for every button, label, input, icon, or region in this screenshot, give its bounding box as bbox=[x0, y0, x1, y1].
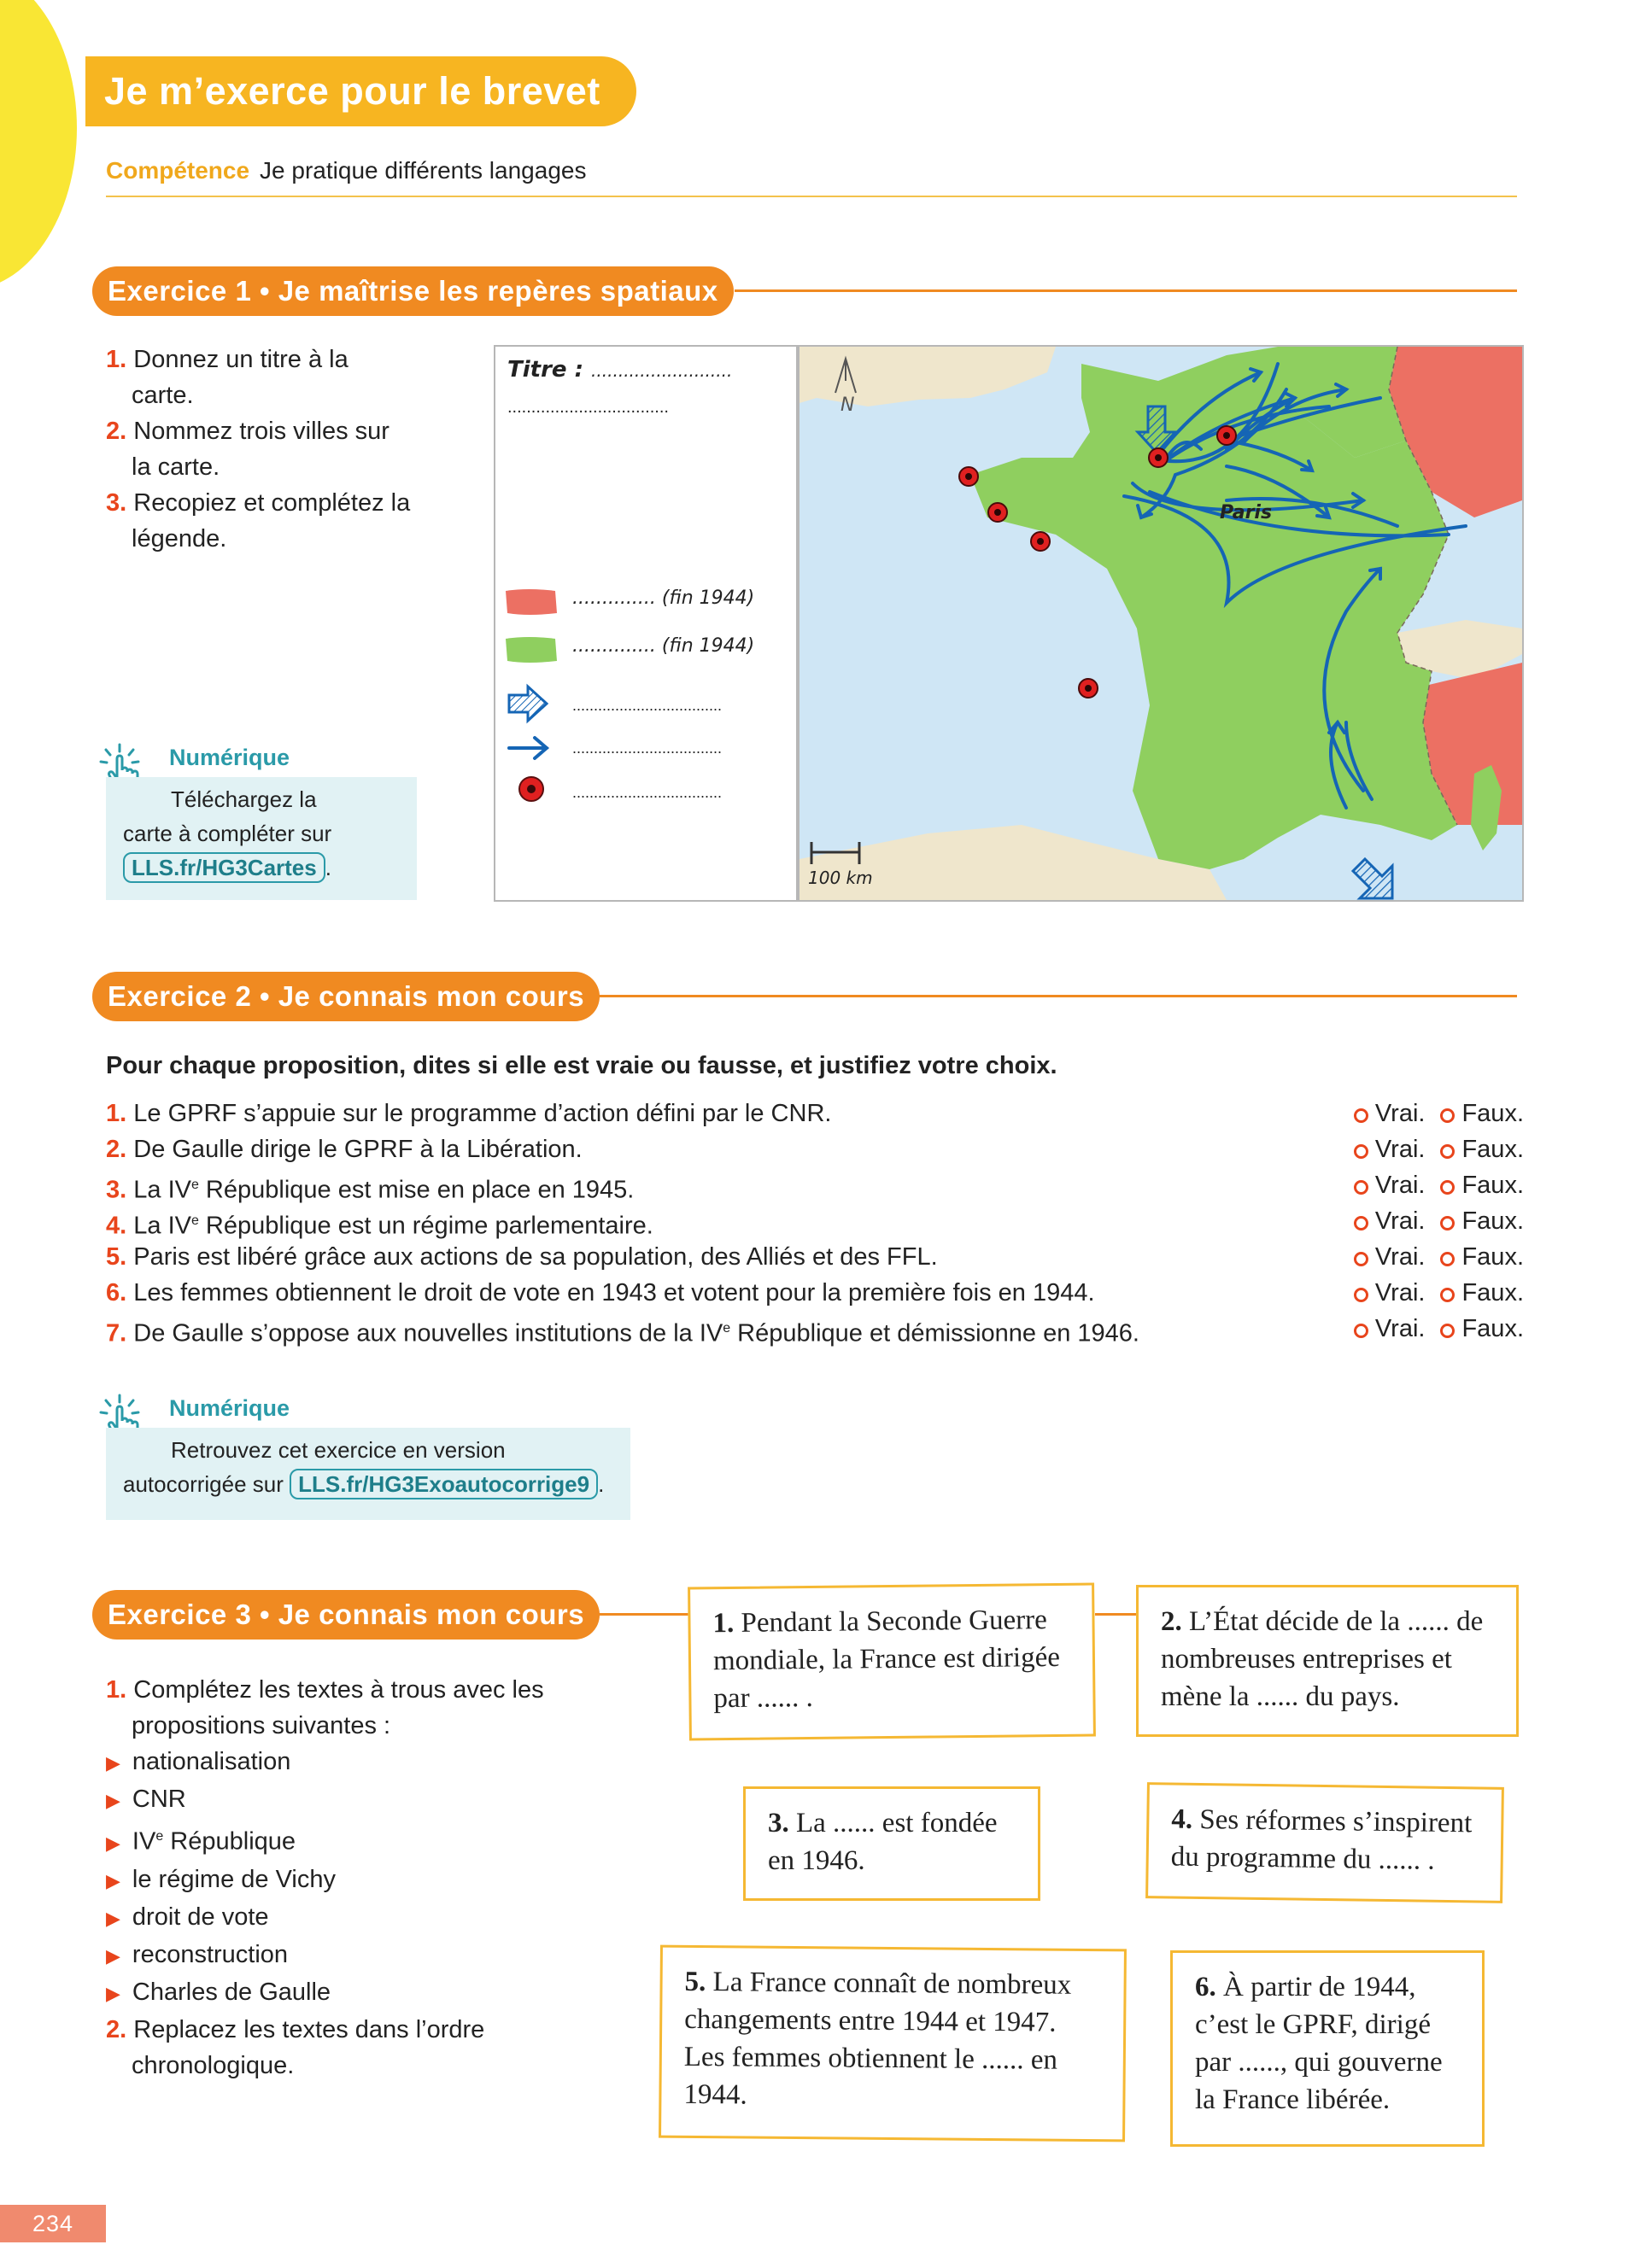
decorative-yellow-shape bbox=[0, 0, 77, 290]
competence-label: Compétence bbox=[106, 157, 250, 184]
legend-title-label: Titre : bbox=[507, 357, 583, 383]
faux-option[interactable]: Faux. bbox=[1440, 1243, 1524, 1271]
exercise1-rule bbox=[735, 289, 1517, 292]
ex3-question-1-cont: propositions suivantes : bbox=[132, 1712, 391, 1739]
exercise3-rule bbox=[589, 1613, 688, 1616]
question-1-cont: carte. bbox=[132, 382, 194, 409]
text-card-1: 1. Pendant la Seconde Guerre mondiale, la France est dirigée par ...... . bbox=[688, 1583, 1096, 1741]
numerique-line3: LLS.fr/HG3Cartes . bbox=[123, 850, 401, 885]
legend-title-row: Titre : .......................... bbox=[507, 357, 733, 383]
text-card-2: 2. L’État décide de la ...... de nombreuses entreprises et mène la ...... du pays. bbox=[1136, 1585, 1519, 1737]
vrai-option[interactable]: Vrai. bbox=[1354, 1207, 1426, 1235]
ex3-question-1: 1. Complétez les textes à trous avec les bbox=[106, 1676, 544, 1704]
exercise2-title: Exercice 2 • Je connais mon cours bbox=[108, 980, 585, 1012]
numerique-line1: Téléchargez la bbox=[171, 786, 317, 812]
text-card-3: 3. La ...... est fondée en 1946. bbox=[743, 1786, 1040, 1901]
option-item: ▶ Charles de Gaulle bbox=[106, 1978, 331, 2006]
faux-option[interactable]: Faux. bbox=[1440, 1172, 1524, 1199]
vrai-option[interactable]: Vrai. bbox=[1354, 1279, 1426, 1306]
numerique-title: Numérique bbox=[169, 745, 290, 770]
legend-item-hatched: ................................... bbox=[572, 697, 723, 714]
text-card-6: 6. À partir de 1944, c’est le GPRF, dirigé par ......, qui gouverne la France libérée. bbox=[1170, 1950, 1485, 2147]
question-3-cont: légende. bbox=[132, 525, 227, 552]
exercise3-instructions bbox=[106, 1672, 544, 2084]
numerique-box bbox=[106, 1428, 630, 1520]
map-of-france bbox=[798, 345, 1524, 902]
option-item: ▶ CNR bbox=[106, 1786, 186, 1813]
divider bbox=[106, 196, 1517, 197]
exercise3-title: Exercice 3 • Je connais mon cours bbox=[108, 1599, 585, 1630]
statement-row: 1. Le GPRF s’appuie sur le programme d’action défini par le CNR. Vrai. Faux. bbox=[106, 1100, 1524, 1127]
statement-row: 7. De Gaulle s’oppose aux nouvelles institutions de la IVe République et démissionne en 1946. Vrai. Faux. bbox=[106, 1315, 1524, 1347]
faux-option[interactable]: Faux. bbox=[1440, 1315, 1524, 1342]
competence-line bbox=[106, 157, 586, 184]
text-card-4: 4. Ses réformes s’inspirent du programme du ...... . bbox=[1145, 1782, 1504, 1903]
exercise2-statements bbox=[106, 1096, 1524, 1347]
statement-row: 4. La IVe République est un régime parlementaire. Vrai. Faux. bbox=[106, 1207, 1524, 1240]
faux-option[interactable]: Faux. bbox=[1440, 1136, 1524, 1163]
map-north-label: N bbox=[840, 395, 855, 416]
legend-arrow-icon bbox=[506, 731, 554, 765]
exo-autocorrige-link[interactable]: LLS.fr/HG3Exoautocorrige9 bbox=[290, 1469, 598, 1499]
legend-item-green: .............. (fin 1944) bbox=[572, 635, 755, 657]
legend-title-dots: .................................. bbox=[507, 398, 669, 417]
vrai-option[interactable]: Vrai. bbox=[1354, 1100, 1426, 1127]
option-item: ▶ nationalisation bbox=[106, 1748, 291, 1775]
numerique-title: Numérique bbox=[169, 1395, 290, 1421]
legend-hatched-arrow-icon bbox=[506, 683, 554, 724]
faux-option[interactable]: Faux. bbox=[1440, 1279, 1524, 1306]
faux-option[interactable]: Faux. bbox=[1440, 1207, 1524, 1235]
vrai-option[interactable]: Vrai. bbox=[1354, 1315, 1426, 1342]
cartes-link[interactable]: LLS.fr/HG3Cartes bbox=[123, 852, 325, 883]
option-item: ▶ le régime de Vichy bbox=[106, 1865, 336, 1893]
ex3-question-2: 2. Replacez les textes dans l’ordre bbox=[106, 2015, 485, 2043]
numerique-box bbox=[106, 777, 417, 900]
statement-row: 2. De Gaulle dirige le GPRF à la Libération. Vrai. Faux. bbox=[106, 1136, 1524, 1163]
numerique-line2: carte à compléter sur bbox=[123, 821, 332, 846]
map-scale-label: 100 km bbox=[808, 868, 873, 888]
statement-row: 5. Paris est libéré grâce aux actions de sa population, des Alliés et des FFL. Vrai. Faux. bbox=[106, 1243, 1524, 1271]
page-title-banner bbox=[85, 56, 636, 126]
exercise3-banner bbox=[92, 1590, 600, 1640]
legend-item-red: .............. (fin 1944) bbox=[572, 587, 755, 609]
competence-text: Je pratique différents langages bbox=[260, 157, 587, 184]
option-item: ▶ droit de vote bbox=[106, 1903, 269, 1931]
option-item: ▶ reconstruction bbox=[106, 1940, 289, 1968]
numerique-line2: autocorrigée sur LLS.fr/HG3Exoautocorrige9 . bbox=[123, 1467, 615, 1501]
map-legend-panel bbox=[494, 345, 798, 902]
page-title: Je m’exerce pour le brevet bbox=[104, 69, 600, 113]
legend-swatch-red bbox=[502, 586, 562, 620]
question-1: 1. Donnez un titre à la bbox=[106, 346, 348, 373]
faux-option[interactable]: Faux. bbox=[1440, 1100, 1524, 1127]
legend-item-point: ................................... bbox=[572, 784, 723, 801]
vrai-option[interactable]: Vrai. bbox=[1354, 1136, 1426, 1163]
exercise3-rule-2 bbox=[1095, 1613, 1138, 1616]
option-item: ▶ IVe République bbox=[106, 1827, 296, 1856]
statement-row: 6. Les femmes obtiennent le droit de vote en 1943 et votent pour la première fois en 1944. Vrai. Faux. bbox=[106, 1279, 1524, 1306]
question-2-cont: la carte. bbox=[132, 453, 220, 481]
legend-point-icon bbox=[516, 774, 550, 808]
ex3-question-2-cont: chronologique. bbox=[132, 2051, 295, 2079]
numerique-line1: Retrouvez cet exercice en version bbox=[171, 1437, 506, 1463]
text-card-5: 5. La France connaît de nombreux changements entre 1944 et 1947. Les femmes obtiennent le ...... en 1944. bbox=[659, 1945, 1127, 2142]
page-number: 234 bbox=[0, 2205, 106, 2242]
question-3: 3. Recopiez et complétez la bbox=[106, 489, 411, 517]
legend-swatch-green bbox=[502, 634, 562, 668]
vrai-option[interactable]: Vrai. bbox=[1354, 1172, 1426, 1199]
question-2: 2. Nommez trois villes sur bbox=[106, 418, 390, 445]
exercise1-banner bbox=[92, 266, 734, 316]
vrai-option[interactable]: Vrai. bbox=[1354, 1243, 1426, 1271]
exercise1-title: Exercice 1 • Je maîtrise les repères spatiaux bbox=[108, 275, 718, 307]
statement-row: 3. La IVe République est mise en place en 1945. Vrai. Faux. bbox=[106, 1172, 1524, 1204]
legend-item-arrow: ................................... bbox=[572, 739, 723, 757]
exercise1-questions bbox=[106, 342, 410, 557]
exercise2-banner bbox=[92, 972, 600, 1021]
exercise2-instruction: Pour chaque proposition, dites si elle est vraie ou fausse, et justifiez votre choix. bbox=[106, 1052, 1057, 1079]
exercise2-rule bbox=[589, 995, 1517, 997]
map-label-paris: Paris bbox=[1220, 502, 1273, 523]
